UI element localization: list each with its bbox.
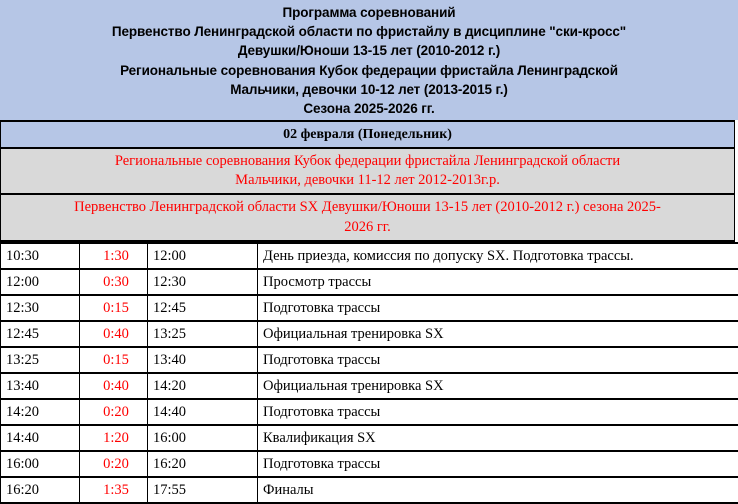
row-description: Подготовка трассы (258, 399, 738, 425)
row-end-time: 16:00 (148, 425, 258, 451)
row-description: Финалы (258, 477, 738, 503)
title-line-3: Девушки/Юноши 13-15 лет (2010-2012 г.) (0, 41, 738, 60)
row-duration: 0:20 (80, 451, 148, 477)
row-end-time: 12:00 (148, 243, 258, 269)
row-start-time: 16:20 (1, 477, 80, 503)
row-start-time: 13:25 (1, 347, 80, 373)
row-start-time: 12:45 (1, 321, 80, 347)
event-band-2-line-1: Первенство Ленинградской области SX Девушки/Юноши 13-15 лет (2010-2012 г.) сезона 2025- (5, 197, 730, 217)
schedule-table (0, 242, 738, 504)
row-end-time: 14:40 (148, 399, 258, 425)
row-start-time: 12:30 (1, 295, 80, 321)
row-duration: 1:20 (80, 425, 148, 451)
row-start-time: 16:00 (1, 451, 80, 477)
row-duration: 0:40 (80, 321, 148, 347)
title-line-6: Сезона 2025-2026 гг. (0, 99, 738, 118)
row-duration: 0:40 (80, 373, 148, 399)
table-row (1, 425, 738, 451)
table-row (1, 321, 738, 347)
title-line-2: Первенство Ленинградской области по фристайлу в дисциплине "ски-кросс" (0, 22, 738, 41)
event-band-championship-sx (0, 195, 735, 242)
document-title-block (0, 0, 738, 120)
title-line-5: Мальчики, девочки 10-12 лет (2013-2015 г.) (0, 80, 738, 99)
row-start-time: 10:30 (1, 243, 80, 269)
schedule-table-body (1, 243, 738, 503)
row-end-time: 13:25 (148, 321, 258, 347)
row-duration: 0:30 (80, 269, 148, 295)
row-description: Подготовка трассы (258, 295, 738, 321)
table-row (1, 477, 738, 503)
event-band-1-line-1: Региональные соревнования Кубок федерации фристайла Ленинградской области (7, 152, 728, 171)
table-row (1, 295, 738, 321)
row-description: День приезда, комиссия по допуску SX. Подготовка трассы. (258, 243, 738, 269)
event-band-regional-cup (0, 149, 735, 195)
row-end-time: 17:55 (148, 477, 258, 503)
row-description: Подготовка трассы (258, 347, 738, 373)
row-end-time: 12:30 (148, 269, 258, 295)
row-duration: 1:35 (80, 477, 148, 503)
row-duration: 0:20 (80, 399, 148, 425)
row-end-time: 14:20 (148, 373, 258, 399)
row-end-time: 16:20 (148, 451, 258, 477)
event-band-2-line-2: 2026 гг. (5, 217, 730, 237)
table-row (1, 451, 738, 477)
row-description: Просмотр трассы (258, 269, 738, 295)
row-description: Подготовка трассы (258, 451, 738, 477)
table-row (1, 243, 738, 269)
row-end-time: 13:40 (148, 347, 258, 373)
table-row (1, 373, 738, 399)
row-duration: 0:15 (80, 347, 148, 373)
row-start-time: 14:20 (1, 399, 80, 425)
row-duration: 1:30 (80, 243, 148, 269)
row-start-time: 12:00 (1, 269, 80, 295)
row-start-time: 13:40 (1, 373, 80, 399)
event-band-1-line-2: Мальчики, девочки 11-12 лет 2012-2013г.р. (7, 171, 728, 190)
table-row (1, 269, 738, 295)
table-row (1, 399, 738, 425)
title-line-4: Региональные соревнования Кубок федерации фристайла Ленинградской (0, 61, 738, 80)
date-band: 02 февраля (Понедельник) (0, 120, 735, 149)
row-description: Официальная тренировка SX (258, 321, 738, 347)
row-duration: 0:15 (80, 295, 148, 321)
title-line-1: Программа соревнований (0, 3, 738, 22)
table-row (1, 347, 738, 373)
row-description: Официальная тренировка SX (258, 373, 738, 399)
row-description: Квалификация SX (258, 425, 738, 451)
row-end-time: 12:45 (148, 295, 258, 321)
row-start-time: 14:40 (1, 425, 80, 451)
